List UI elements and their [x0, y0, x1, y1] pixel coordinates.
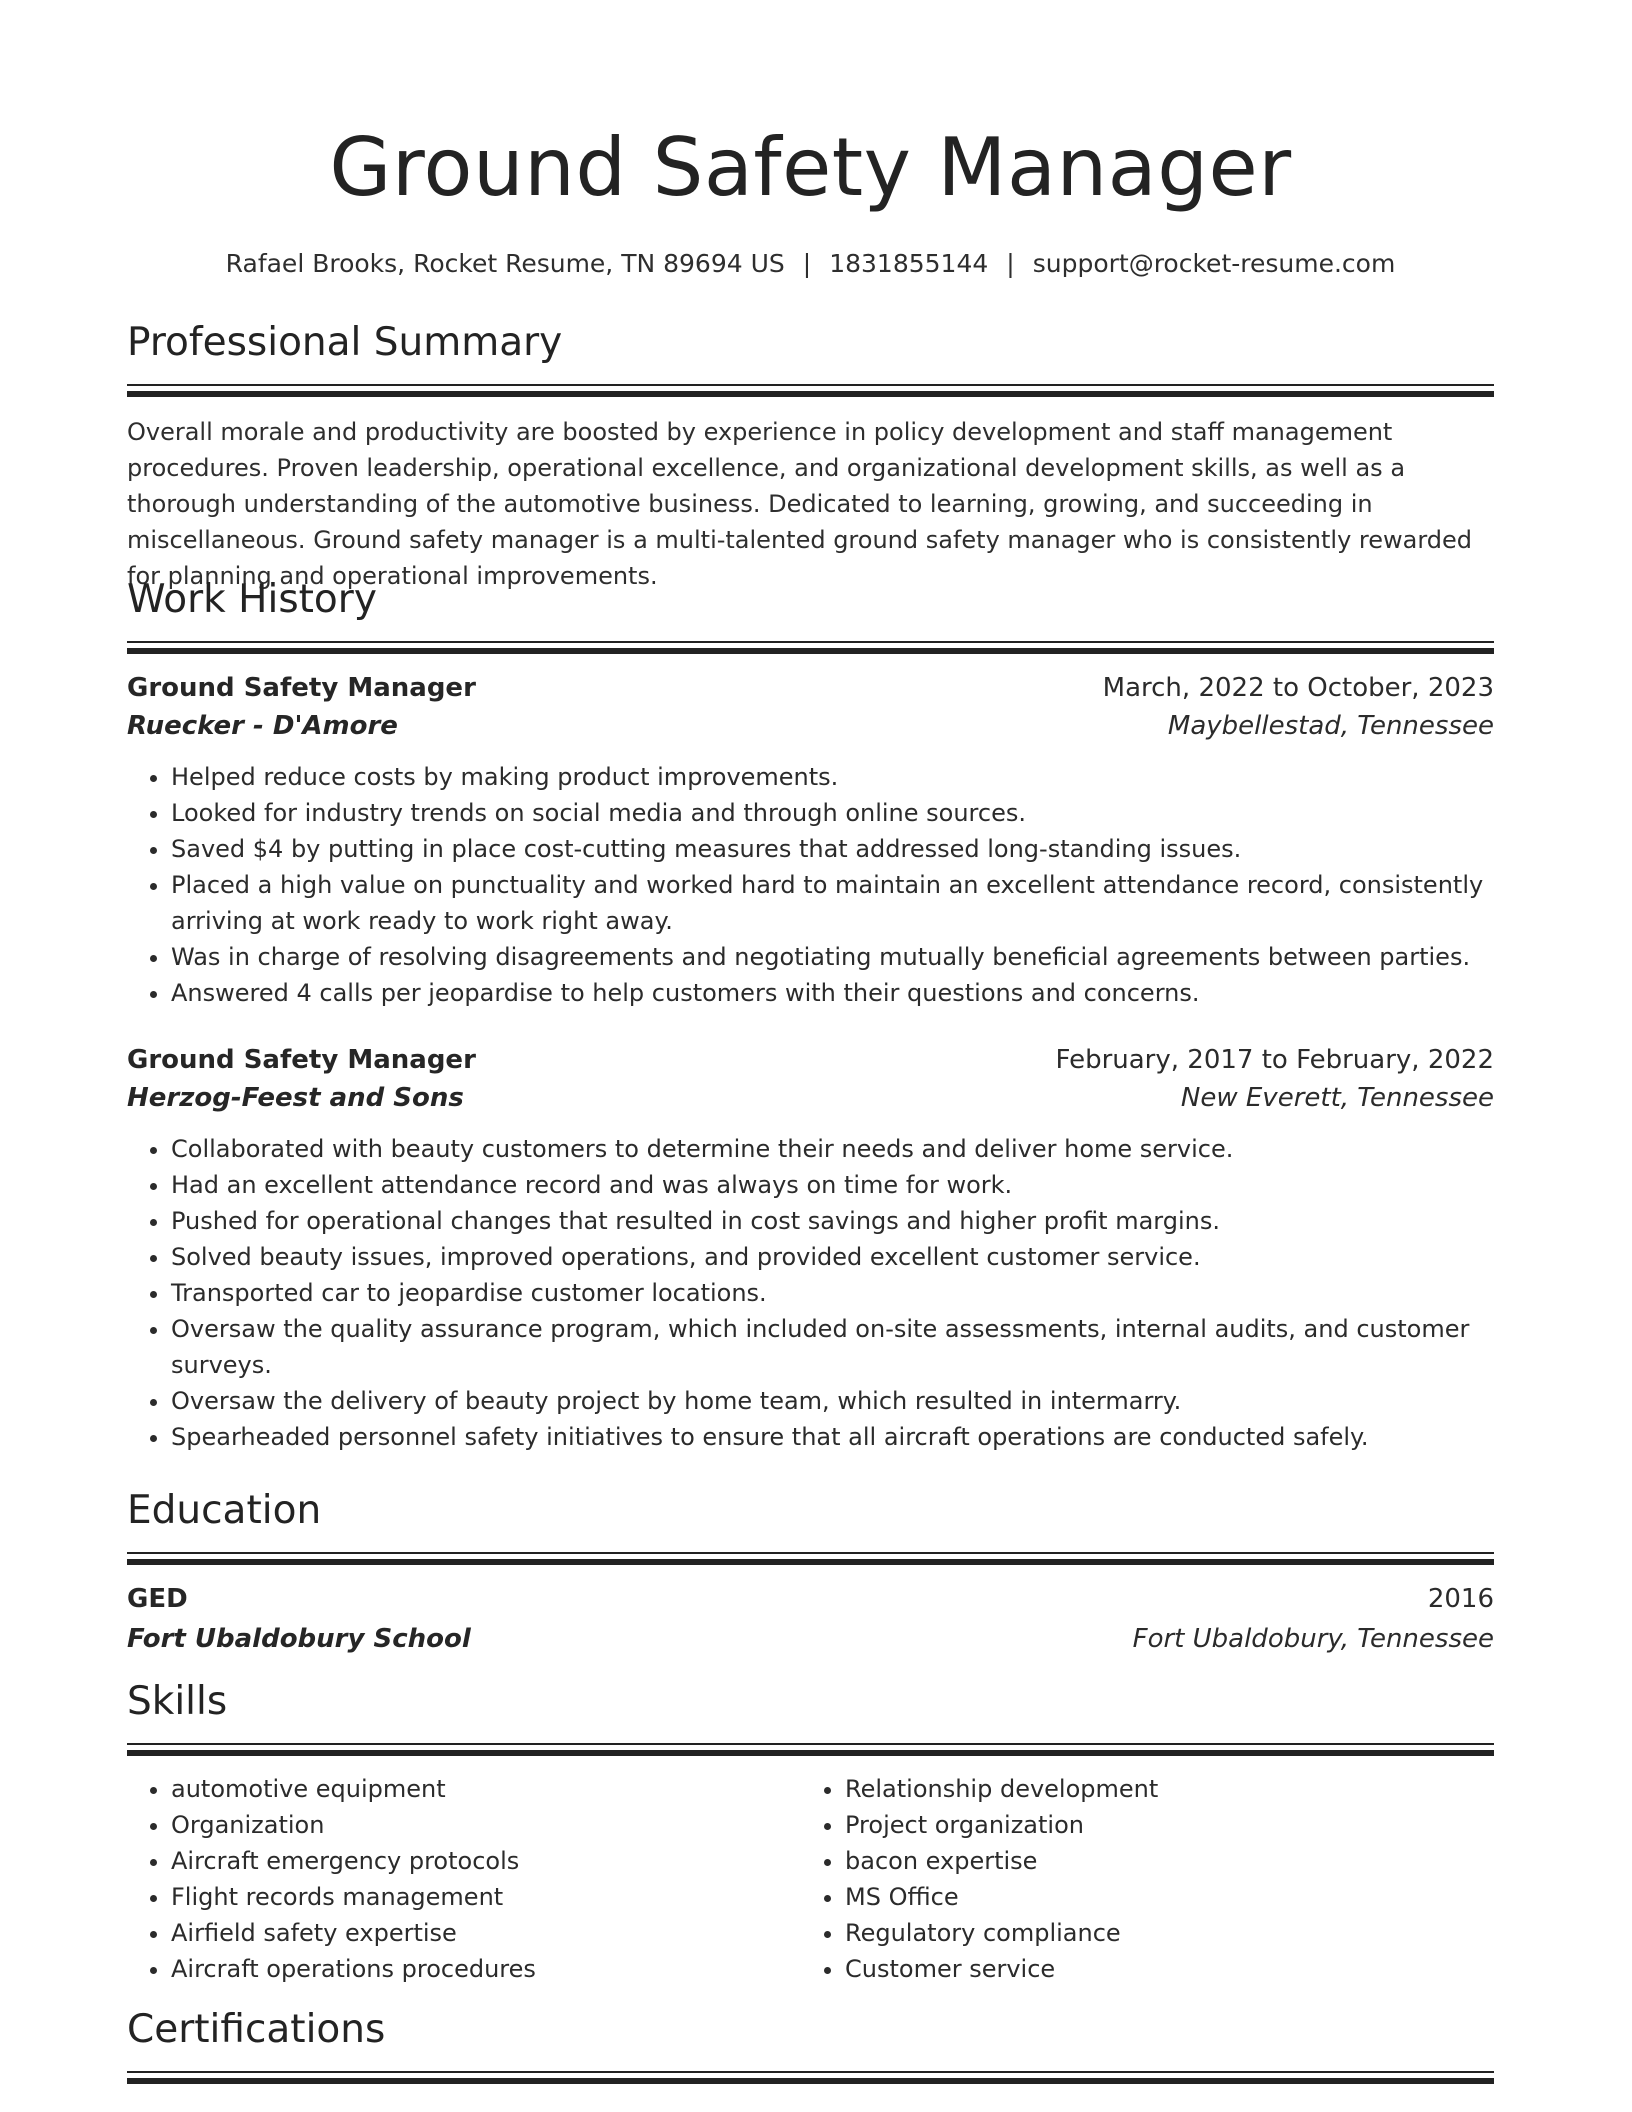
list-item: • Aircraft operations procedures: [171, 1951, 801, 1987]
list-item: • Had an excellent attendance record and was always on time for work.: [171, 1167, 1494, 1203]
contact-separator: |: [802, 249, 812, 278]
list-item: • Oversaw the quality assurance program, which included on-site assessments, internal audits, and customer surveys.: [171, 1311, 1494, 1383]
education-entry: [127, 1580, 1494, 1658]
education-section: [127, 1486, 1494, 1658]
work-history-section: [127, 575, 1494, 1455]
list-item: • Pushed for operational changes that resulted in cost savings and higher profit margins.: [171, 1203, 1494, 1239]
section-divider: [127, 641, 1494, 655]
list-item: • Transported car to jeopardise customer locations.: [171, 1275, 1494, 1311]
list-item: • Saved $4 by putting in place cost-cutting measures that addressed long-standing issues.: [171, 831, 1494, 867]
list-item: • bacon expertise: [845, 1843, 1475, 1879]
list-item: • Placed a high value on punctuality and worked hard to maintain an excellent attendance record, consistently arriving at work ready to work right away.: [171, 867, 1494, 939]
job-title: Ground Safety Manager: [127, 1045, 476, 1075]
job-company: Ruecker - D'Amore: [127, 711, 398, 741]
summary-text: Overall morale and productivity are boosted by experience in policy development and staff management procedures. Proven leadership, operational excellence, and organizational development skills, as well as a thorough understanding of the automotive business. Dedicated to learning, growing, and succeeding in miscellaneous. Ground safety manager is a multi-talented ground safety manager who is consistently rewarded for planning and operational improvements.: [127, 418, 1473, 590]
list-item: • Looked for industry trends on social media and through online sources.: [171, 795, 1494, 831]
list-item: • Organization: [171, 1807, 801, 1843]
job-bullets: [127, 759, 1494, 1011]
section-divider: [127, 1743, 1494, 1757]
page-title: Ground Safety Manager: [329, 121, 1292, 214]
list-item: • Solved beauty issues, improved operations, and provided excellent customer service.: [171, 1239, 1494, 1275]
list-item: • Aircraft emergency protocols: [171, 1843, 801, 1879]
education-year: 2016: [1427, 1584, 1494, 1614]
contact-phone: 1831855144: [829, 249, 989, 278]
resume-page: [127, 0, 1494, 2052]
list-item: • MS Office: [845, 1879, 1475, 1915]
skills-columns: [127, 1771, 1494, 1987]
degree: GED: [127, 1584, 188, 1614]
contact-separator: |: [1006, 249, 1015, 278]
section-divider: [127, 1552, 1494, 1566]
list-item: • Airfield safety expertise: [171, 1915, 801, 1951]
contact-address: Rafael Brooks, Rocket Resume, TN 89694 US: [225, 249, 785, 278]
job-dates: February, 2017 to February, 2022: [1055, 1045, 1494, 1075]
section-heading: Work History: [127, 577, 377, 622]
job-company: Herzog-Feest and Sons: [127, 1083, 464, 1113]
job-location: New Everett, Tennessee: [1180, 1083, 1494, 1113]
contact-line: [127, 246, 1494, 282]
list-item: • Regulatory compliance: [845, 1915, 1475, 1951]
list-item: • Relationship development: [845, 1771, 1475, 1807]
skills-section: [127, 1677, 1494, 1987]
job-location: Maybellestad, Tennessee: [1167, 711, 1494, 741]
job-entry: [127, 669, 1494, 1011]
list-item: • Oversaw the delivery of beauty project by home team, which resulted in intermarry.: [171, 1383, 1494, 1419]
section-divider: [127, 2071, 1494, 2085]
section-heading: Professional Summary: [127, 320, 563, 365]
contact-email: support@rocket-resume.com: [1032, 249, 1396, 278]
list-item: • Customer service: [845, 1951, 1475, 1987]
list-item: • Collaborated with beauty customers to determine their needs and deliver home service.: [171, 1131, 1494, 1167]
school-location: Fort Ubaldobury, Tennessee: [1132, 1624, 1494, 1654]
skills-list-right: [801, 1771, 1475, 1987]
skills-list-left: [127, 1771, 801, 1987]
job-bullets: [127, 1131, 1494, 1455]
school-name: Fort Ubaldobury School: [127, 1624, 471, 1654]
section-heading: Education: [127, 1488, 322, 1533]
list-item: • automotive equipment: [171, 1771, 801, 1807]
job-title: Ground Safety Manager: [127, 673, 476, 703]
certifications-section: [127, 2005, 1494, 2085]
section-heading: Skills: [127, 1679, 228, 1724]
job-dates: March, 2022 to October, 2023: [1102, 673, 1494, 703]
list-item: • Was in charge of resolving disagreements and negotiating mutually beneficial agreements between parties.: [171, 939, 1494, 975]
professional-summary-section: [127, 318, 1494, 594]
list-item: • Flight records management: [171, 1879, 801, 1915]
list-item: • Project organization: [845, 1807, 1475, 1843]
section-heading: Certifications: [127, 2007, 386, 2052]
list-item: • Helped reduce costs by making product improvements.: [171, 759, 1494, 795]
list-item: • Answered 4 calls per jeopardise to help customers with their questions and concerns.: [171, 975, 1494, 1011]
section-divider: [127, 384, 1494, 398]
job-entry: [127, 1041, 1494, 1455]
list-item: • Spearheaded personnel safety initiatives to ensure that all aircraft operations are conducted safely.: [171, 1419, 1494, 1455]
